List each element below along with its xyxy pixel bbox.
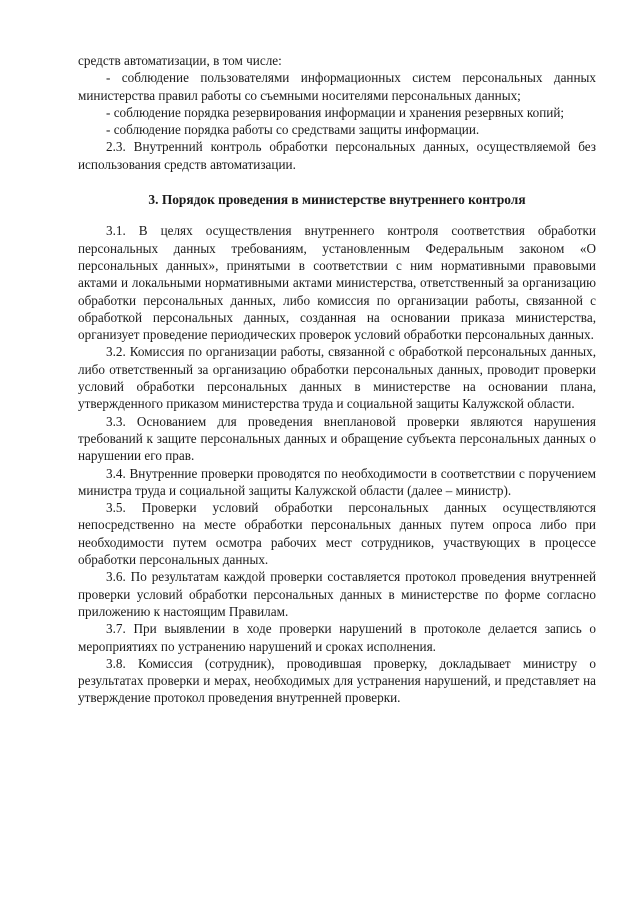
paragraph-3-1: 3.1. В целях осуществления внутреннего контроля соответствия обработки персональных данных требованиям, установленным Федеральным законом «О персональных данных», принятыми в соответствии с ним нормативными правовыми актами и локальными нормативными актами министерства, ответственный за организацию обработки персональных данных, либо комиссия по организации работы, связанной с обработкой персональных данных, созданная на основании приказа министерства, организует проведение периодических проверок условий обработки персональных данных. — [78, 223, 596, 343]
bullet-removable-media: - соблюдение пользователями информационных систем персональных данных министерства правил работы со съемными носителями персональных данных; — [78, 70, 596, 103]
paragraph-3-3: 3.3. Основанием для проведения внеплановой проверки являются нарушения требований к защите персональных данных и обращение субъекта персональных данных о нарушении его прав. — [78, 413, 596, 464]
bullet-backup: - соблюдение порядка резервирования информации и хранения резервных копий; — [106, 104, 565, 120]
paragraph-3-4: 3.4. Внутренние проверки проводятся по необходимости в соответствии с поручением министра труда и социальной защиты Калужской области (далее – министр). — [78, 465, 596, 498]
paragraph-2-3: 2.3. Внутренний контроль обработки персональных данных, осуществляемой без использования средств автоматизации. — [78, 139, 596, 172]
paragraph-3-2: 3.2. Комиссия по организации работы, связанной с обработкой персональных данных, либо ответственный за организацию обработки персональных данных, проводит проверки условий обработки персональных данных в министерстве на основании плана, утвержденного приказом министерства труда и социальной защиты Калужской области. — [78, 344, 596, 412]
paragraph-3-7: 3.7. При выявлении в ходе проверки нарушений в протоколе делается запись о мероприятиях по устранению нарушений и сроках исполнения. — [78, 621, 596, 654]
paragraph-3-8: 3.8. Комиссия (сотрудник), проводившая проверку, докладывает министру о результатах проверки и мерах, необходимых для устранения нарушений, и представляет на утверждение протокол проведения внутренней проверки. — [78, 655, 596, 706]
section-3-heading: 3. Порядок проведения в министерстве внутреннего контроля — [148, 192, 526, 208]
bullet-protection-tools: - соблюдение порядка работы со средствами защиты информации. — [106, 122, 480, 138]
paragraph-3-6: 3.6. По результатам каждой проверки составляется протокол проведения внутренней проверки условий обработки персональных данных в министерстве по форме согласно приложению к настоящим Правилам. — [78, 569, 596, 619]
paragraph-3-5: 3.5. Проверки условий обработки персональных данных осуществляются непосредственно на месте обработки персональных данных путем опроса либо при необходимости путем осмотра рабочих мест сотрудников, участвующих в процессе обработки персональных данных. — [78, 500, 596, 568]
document-page — [78, 52, 596, 707]
intro-line: средств автоматизации, в том числе: — [78, 53, 282, 68]
